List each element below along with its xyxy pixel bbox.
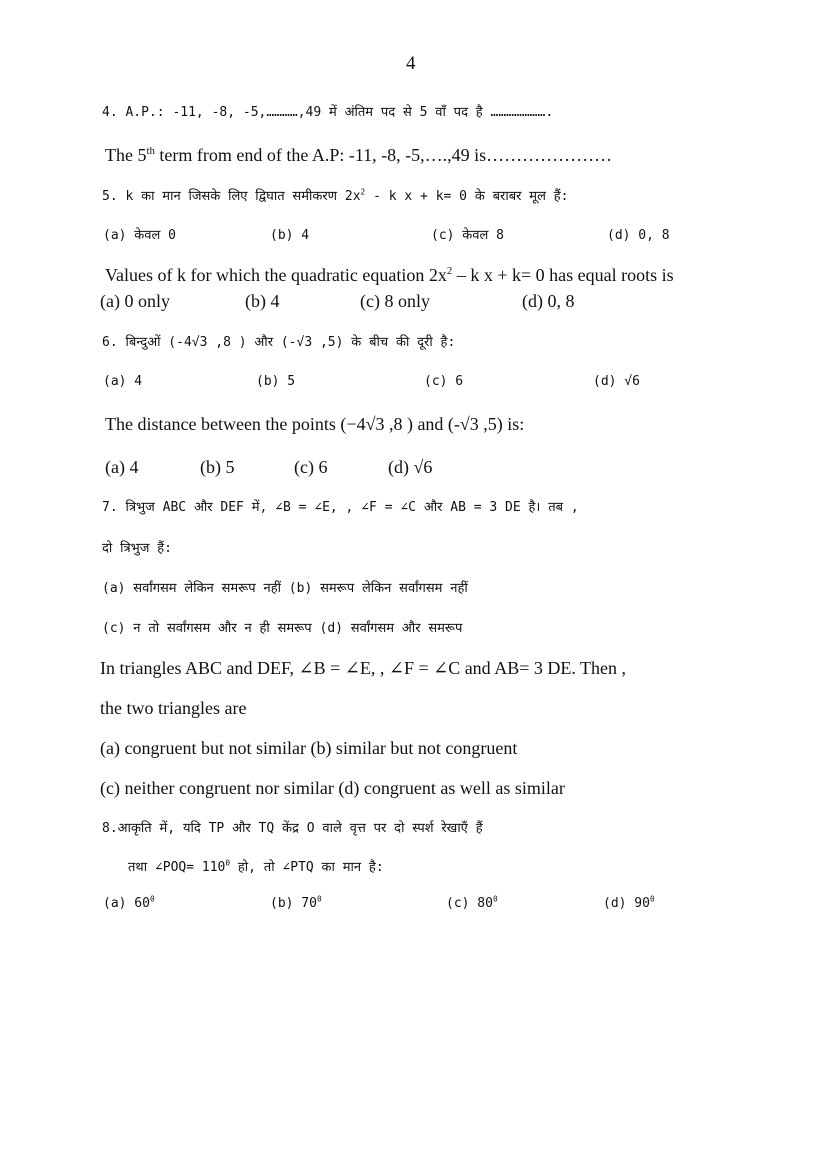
- q6-hindi-option-c: (c) 6: [424, 374, 464, 389]
- q7-english-options-ab: (a) congruent but not similar (b) similar but not congruent: [100, 738, 518, 758]
- q7-hindi-line1: 7. त्रिभुज ABC और DEF में, ∠B = ∠E, , ∠F = ∠C और AB = 3 DE है। तब ,: [102, 500, 579, 515]
- q6-hindi-option-b: (b) 5: [256, 374, 296, 389]
- q6-english-options: [0, 458, 827, 480]
- q5-hindi-option-d: (d) 0, 8: [607, 228, 670, 243]
- q8-hindi-line1: 8.आकृति में, यदि TP और TQ केंद्र O वाले वृत्त पर दो स्पर्श रेखाएँ हैं: [102, 821, 483, 836]
- q5-en-option-a: (a) 0 only: [100, 291, 170, 311]
- q6-en-option-b: (b) 5: [200, 457, 235, 477]
- q8-option-b: (b) $70^0$: [270, 894, 322, 911]
- q5-en-option-c: (c) 8 only: [360, 291, 430, 311]
- q6-hindi-option-a: (a) 4: [103, 374, 143, 389]
- q5-hindi-options: [0, 229, 827, 245]
- q5-english: Values of k for which the quadratic equation $2x^2$ – k x + k= 0 has equal roots is: [105, 265, 674, 285]
- q6-hindi-option-d: (d) √6: [593, 374, 640, 389]
- q5-en-option-b: (b) 4: [245, 291, 280, 311]
- q8-option-a: (a) $60^0$: [103, 894, 155, 911]
- q8-option-c: (c) $80^0$: [446, 894, 498, 911]
- q8-option-d: (d) $90^0$: [603, 894, 655, 911]
- q5-hindi-option-a: (a) केवल 0: [103, 228, 176, 243]
- q7-hindi-options-ab: (a) सर्वांगसम लेकिन समरूप नहीं (b) समरूप लेकिन सर्वांगसम नहीं: [102, 581, 468, 596]
- q6-en-option-c: (c) 6: [294, 457, 328, 477]
- q7-hindi-line2: दो त्रिभुज हैं:: [102, 541, 172, 556]
- page-number: 4: [406, 53, 416, 74]
- q5-english-options: [0, 292, 827, 312]
- q4-hindi: 4. A.P.: -11, -8, -5,…………,49 में अंतिम पद से 5 वाँ पद है ………………….: [102, 105, 554, 120]
- q7-english-line1: In triangles ABC and DEF, ∠B = ∠E, , ∠F = ∠C and AB= 3 DE. Then ,: [100, 658, 626, 678]
- q6-english: The distance between the points (−4√3 ,8 ) and (-√3 ,5) is:: [105, 414, 525, 434]
- q7-hindi-options-cd: (c) न तो सर्वांगसम और न ही समरूप (d) सर्वांगसम और समरूप: [102, 621, 463, 636]
- q6-hindi-options: [0, 375, 827, 393]
- q6-en-option-a: (a) 4: [105, 457, 139, 477]
- q5-hindi: 5. k का मान जिसके लिए द्विघात समीकरण $2x^2$ - k x + k= 0 के बराबर मूल हैं:: [102, 187, 569, 204]
- q5-hindi-option-c: (c) केवल 8: [431, 228, 504, 243]
- q6-hindi: 6. बिन्दुओं (-4√3 ,8 ) और (-√3 ,5) के बीच की दूरी है:: [102, 335, 456, 350]
- q8-options: [0, 894, 827, 915]
- q4-english: The 5th term from end of the A.P: -11, -8, -5,….,49 is…………………: [105, 145, 613, 165]
- q6-en-option-d: (d) √6: [388, 457, 433, 477]
- q8-hindi-line2: तथा ∠POQ= $110^0$ हो, तो ∠PTQ का मान है:: [128, 858, 384, 875]
- q7-english-options-cd: (c) neither congruent nor similar (d) congruent as well as similar: [100, 778, 565, 798]
- q7-english-line2: the two triangles are: [100, 698, 247, 718]
- q5-en-option-d: (d) 0, 8: [522, 291, 575, 311]
- q5-hindi-option-b: (b) 4: [270, 228, 310, 243]
